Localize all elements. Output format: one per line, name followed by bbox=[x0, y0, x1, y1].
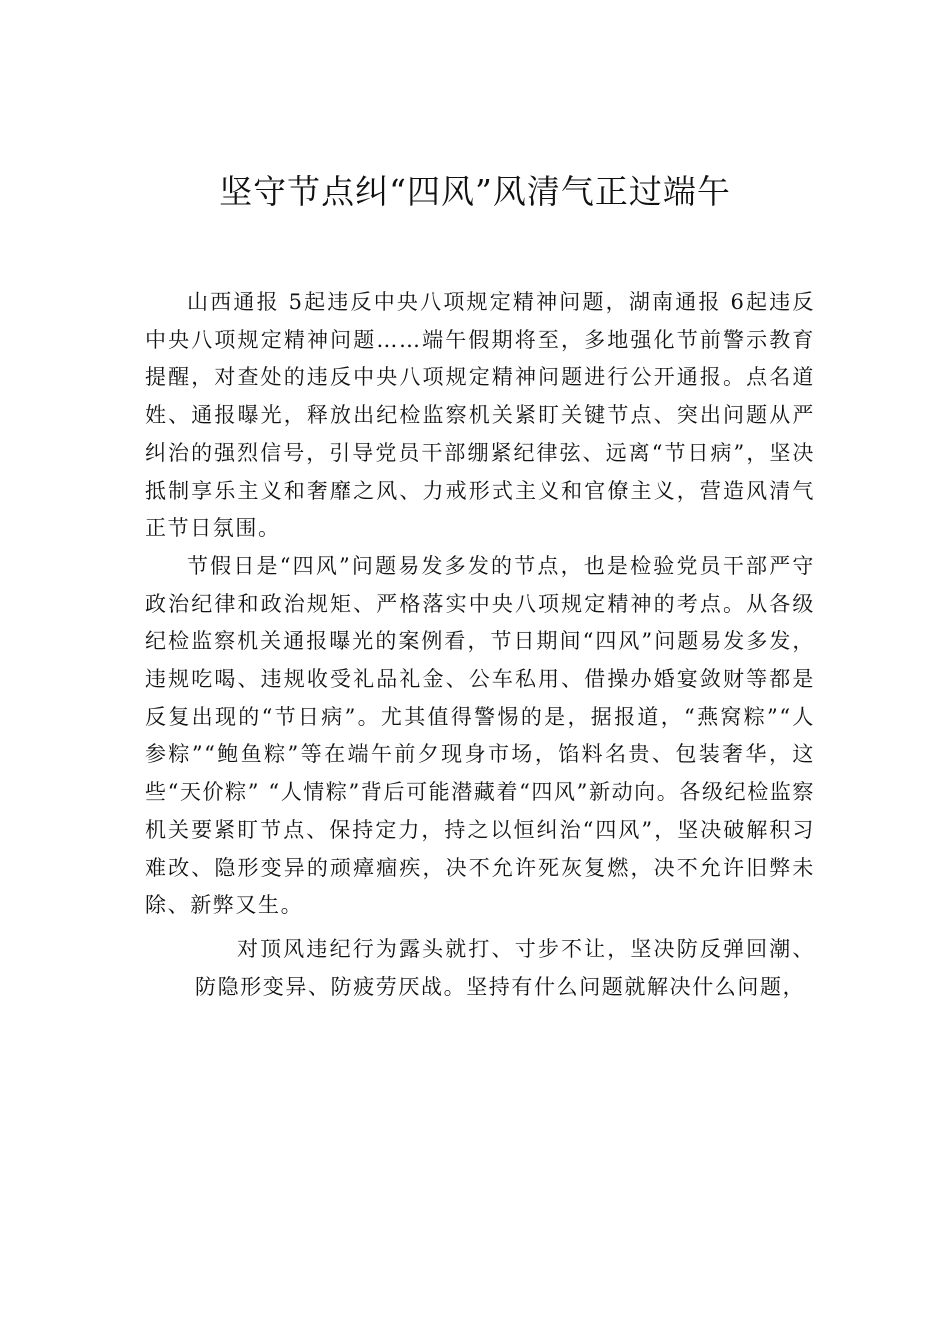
document-title: 坚守节点纠“四风”风清气正过端午 bbox=[219, 172, 731, 211]
document-body bbox=[145, 284, 815, 1006]
paragraph-3: 对顶风违纪行为露头就打、寸步不让，坚决防反弹回潮、防隐形变异、防疲劳厌战。坚持有什么问题就解决什么问题， bbox=[195, 936, 815, 999]
paragraph-2: 节假日是“四风”问题易发多发的节点，也是检验党员干部严守政治纪律和政治规矩、严格落实中央八项规定精神的考点。从各级纪检监察机关通报曝光的案例看，节日期间“四风”问题易发多发，违规吃喝、违规收受礼品礼金、公车私用、借操办婚宴敛财等都是反复出现的“节日病”。尤其值得警惕的是，据报道，“燕窝粽”“人参粽”“鲍鱼粽”等在端午前夕现身市场，馅料名贵、包装奢华，这些“天价粽” “人情粽”背后可能潜藏着“四风”新动向。各级纪检监察机关要紧盯节点、保持定力，持之以恒纠治“四风”，坚决破解积习难改、隐形变异的顽瘴痼疾，决不允许死灰复燃，决不允许旧弊未除、新弊又生。 bbox=[145, 553, 815, 918]
paragraph-1: 山西通报 5起违反中央八项规定精神问题，湖南通报 6起违反中央八项规定精神问题……端午假期将至，多地强化节前警示教育提醒，对查处的违反中央八项规定精神问题进行公开通报。点名道姓、通报曝光，释放出纪检监察机关紧盯关键节点、突出问题从严纠治的强烈信号，引导党员干部绷紧纪律弦、远离“节日病”，坚决抵制享乐主义和奢靡之风、力戒形式主义和官僚主义，营造风清气正节日氛围。 bbox=[145, 290, 815, 541]
